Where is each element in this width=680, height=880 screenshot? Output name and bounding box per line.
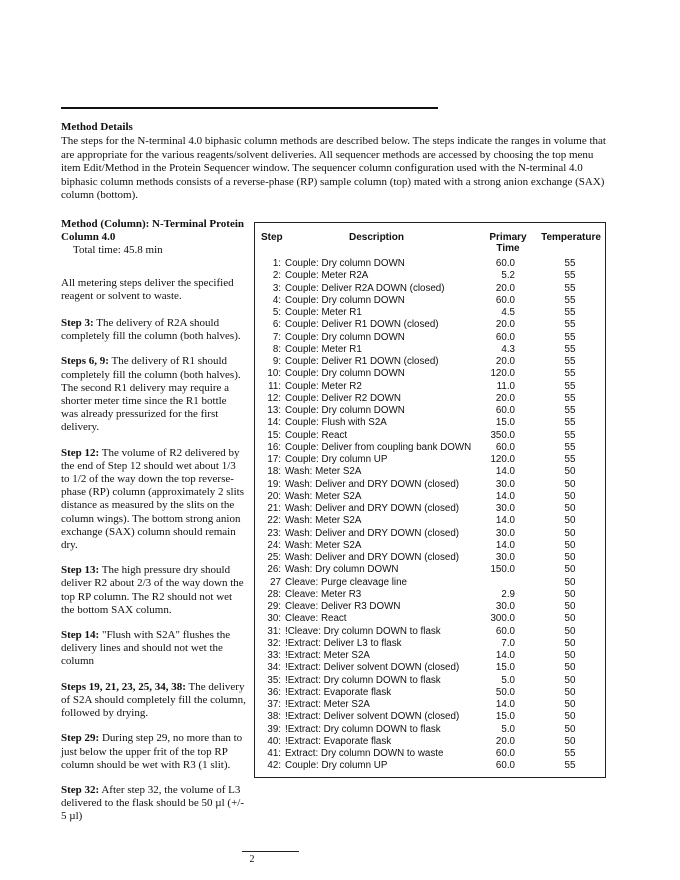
footer-rule: [242, 851, 299, 852]
step-cell: 34:: [267, 662, 281, 674]
step-note-label: Step 29:: [61, 732, 100, 745]
step-cell: 27: [270, 576, 281, 588]
table-row: [255, 760, 605, 772]
step-cell: 16:: [267, 441, 281, 453]
step-cell: 17:: [267, 454, 281, 465]
step-cell: 12:: [267, 392, 281, 404]
step-cell: 26:: [267, 564, 281, 576]
time-cell: 7.0: [501, 637, 515, 649]
table-row: [255, 393, 605, 405]
time-cell: 20.0: [495, 356, 515, 367]
table-row: [255, 417, 605, 429]
step-cell: 20:: [267, 490, 281, 502]
temperature-cell: 55: [564, 748, 576, 759]
description-cell: Couple: Dry column DOWN: [285, 294, 405, 306]
time-cell: 20.0: [495, 319, 515, 331]
section-title: Method Details: [61, 121, 133, 133]
step-note: [61, 317, 246, 343]
header-primary-time: Primary Time: [489, 232, 527, 254]
time-cell: 120.0: [490, 454, 515, 465]
step-cell: 8:: [272, 343, 281, 355]
step-cell: 23:: [267, 527, 281, 539]
description-cell: Couple: Dry column UP: [285, 454, 388, 465]
description-cell: Cleave: React: [285, 613, 347, 625]
table-row: [255, 662, 605, 674]
time-cell: 30.0: [495, 478, 515, 490]
intro-paragraph: The steps for the N-terminal 4.0 biphasic column methods are described below. The steps indicate the ranges in volume that are appropriate for the various reagents/solvent deliveries. All sequencer methods are accessed by choosing the top menu item Edit/Method in the Protein Sequencer window. The sequencer column configuration used with the N-terminal 4.0 biphasic column methods consists of a reverse-phase (RP) sample column (top) mated with a strong anion exchange (SAX) column (bottom).: [61, 135, 606, 202]
step-cell: 36:: [267, 686, 281, 698]
step-cell: 41:: [267, 748, 281, 759]
header-description: Description: [349, 232, 405, 243]
table-row: [255, 528, 605, 540]
table-header: [255, 232, 605, 256]
time-cell: 15.0: [495, 662, 515, 674]
header-step: Step: [261, 232, 283, 243]
time-cell: 14.0: [495, 466, 515, 478]
step-note-text: The volume of R2 delivered by the end of Step 12 should wet about 1/3 to 1/2 of the way down the top reverse-phase (RP) column (approximately 2 slits distance as measured by the slits on the column wings). The bottom strong anion exchange (SAX) column should remain dry.: [61, 446, 244, 552]
step-cell: 9:: [272, 356, 281, 367]
table-row: [255, 307, 605, 319]
time-cell: 11.0: [496, 380, 515, 392]
step-cell: 22:: [267, 515, 281, 527]
description-cell: Couple: Dry column DOWN: [285, 331, 405, 343]
table-row: [255, 454, 605, 466]
table-row: [255, 319, 605, 331]
time-cell: 15.0: [495, 417, 515, 429]
description-cell: Couple: Meter R2A: [285, 270, 369, 282]
description-cell: !Extract: Deliver L3 to flask: [285, 637, 402, 649]
step-cell: 38:: [267, 711, 281, 723]
time-cell: 5.0: [501, 674, 515, 686]
step-note-label: Steps 19, 21, 23, 25, 34, 38:: [61, 680, 186, 693]
time-cell: 50.0: [495, 686, 515, 698]
table-row: [255, 564, 605, 576]
description-cell: !Extract: Deliver solvent DOWN (closed): [285, 662, 460, 674]
step-note: [61, 732, 246, 772]
total-time: Total time: 45.8 min: [73, 244, 163, 257]
temperature-cell: 50: [564, 490, 576, 502]
description-cell: Wash: Meter S2A: [285, 490, 362, 502]
description-cell: !Extract: Meter S2A: [285, 650, 370, 661]
step-note: [61, 629, 246, 669]
step-note: [61, 564, 246, 617]
table-row: [255, 736, 605, 748]
time-cell: 5.2: [501, 270, 515, 282]
table-row: [255, 283, 605, 295]
table-row: [255, 405, 605, 417]
table-row: [255, 515, 605, 527]
time-cell: 5.0: [501, 723, 515, 735]
step-cell: 42:: [267, 760, 281, 772]
temperature-cell: 50: [564, 613, 576, 625]
time-cell: 14.0: [495, 490, 515, 502]
time-cell: 120.0: [490, 368, 515, 380]
table-row: [255, 442, 605, 454]
step-note-text: The delivery of S2A should completely fill the column, followed by drying.: [61, 680, 246, 720]
table-row: [255, 589, 605, 601]
step-cell: 33:: [267, 650, 281, 661]
time-cell: 14.0: [495, 699, 515, 710]
header-rule: [61, 107, 438, 109]
table-row: [255, 748, 605, 760]
step-note-label: Step 13:: [61, 564, 100, 577]
table-row: [255, 613, 605, 625]
temperature-cell: 50: [564, 674, 576, 686]
time-cell: 20.0: [495, 392, 515, 404]
step-cell: 18:: [267, 466, 281, 478]
description-cell: Wash: Deliver and DRY DOWN (closed): [285, 503, 460, 514]
description-cell: !Extract: Deliver solvent DOWN (closed): [285, 711, 460, 723]
time-cell: 2.9: [501, 588, 515, 600]
step-cell: 5:: [272, 307, 281, 318]
temperature-cell: 50: [564, 699, 576, 710]
table-row: [255, 344, 605, 356]
description-cell: Couple: Deliver R1 DOWN (closed): [285, 356, 439, 367]
description-cell: Wash: Deliver and DRY DOWN (closed): [285, 527, 460, 539]
temperature-cell: 50: [564, 503, 576, 514]
step-cell: 31:: [267, 625, 281, 637]
step-cell: 3:: [272, 282, 281, 294]
description-cell: Couple: Meter R1: [285, 307, 362, 318]
step-cell: 35:: [267, 674, 281, 686]
step-cell: 25:: [267, 552, 281, 563]
time-cell: 60.0: [495, 331, 515, 343]
description-cell: Couple: Deliver R1 DOWN (closed): [285, 319, 439, 331]
step-cell: 15:: [267, 429, 281, 441]
step-note-label: Step 32:: [61, 783, 100, 796]
time-cell: 30.0: [495, 601, 515, 612]
time-cell: 20.0: [495, 735, 515, 747]
table-row: [255, 699, 605, 711]
sidebar-notes: [61, 218, 246, 836]
table-row: [255, 295, 605, 307]
temperature-cell: 55: [564, 441, 576, 453]
step-cell: 21:: [267, 503, 281, 514]
temperature-cell: 50: [564, 564, 576, 576]
temperature-cell: 50: [564, 515, 576, 527]
table-row: [255, 270, 605, 282]
description-cell: Wash: Meter S2A: [285, 466, 362, 478]
time-cell: 30.0: [495, 527, 515, 539]
description-cell: Wash: Deliver and DRY DOWN (closed): [285, 552, 460, 563]
step-note-label: Steps 6, 9:: [61, 355, 109, 368]
temperature-cell: 55: [564, 319, 576, 331]
table-row: [255, 675, 605, 687]
step-note-label: Step 3:: [61, 317, 94, 330]
metering-note: All metering steps deliver the specified reagent or solvent to waste.: [61, 276, 234, 302]
step-cell: 40:: [267, 735, 281, 747]
temperature-cell: 55: [564, 356, 576, 367]
step-cell: 32:: [267, 637, 281, 649]
temperature-cell: 50: [564, 711, 576, 723]
step-cell: 14:: [267, 417, 281, 429]
step-cell: 29:: [267, 601, 281, 612]
time-cell: 4.3: [501, 343, 515, 355]
temperature-cell: 55: [564, 258, 576, 269]
description-cell: Couple: Deliver R2 DOWN: [285, 392, 401, 404]
temperature-cell: 50: [564, 466, 576, 478]
table-row: [255, 601, 605, 613]
description-cell: Couple: Dry column UP: [285, 760, 388, 772]
description-cell: Couple: Dry column DOWN: [285, 368, 405, 380]
temperature-cell: 50: [564, 576, 576, 588]
table-row: [255, 356, 605, 368]
time-cell: 20.0: [495, 282, 515, 294]
temperature-cell: 50: [564, 723, 576, 735]
time-cell: 14.0: [495, 515, 515, 527]
table-row: [255, 552, 605, 564]
table-row: [255, 258, 605, 270]
description-cell: Couple: Dry column DOWN: [285, 258, 405, 269]
description-cell: Wash: Dry column DOWN: [285, 564, 399, 576]
step-note-text: The delivery of R2A should completely fill the column (both halves).: [61, 317, 241, 343]
description-cell: Couple: Dry column DOWN: [285, 405, 405, 416]
temperature-cell: 50: [564, 662, 576, 674]
table-row: [255, 491, 605, 503]
temperature-cell: 50: [564, 650, 576, 661]
description-cell: Cleave: Deliver R3 DOWN: [285, 601, 401, 612]
step-cell: 30:: [267, 613, 281, 625]
time-cell: 60.0: [495, 441, 515, 453]
step-cell: 4:: [272, 294, 281, 306]
description-cell: Couple: Deliver from coupling bank DOWN: [285, 441, 472, 453]
temperature-cell: 50: [564, 735, 576, 747]
step-note: [61, 355, 246, 434]
step-cell: 7:: [272, 331, 281, 343]
temperature-cell: 55: [564, 380, 576, 392]
description-cell: Extract: Dry column DOWN to waste: [285, 748, 444, 759]
description-cell: !Extract: Dry column DOWN to flask: [285, 674, 441, 686]
table-row: [255, 638, 605, 650]
time-cell: 4.5: [501, 307, 515, 318]
step-cell: 6:: [272, 319, 281, 331]
step-note-text: After step 32, the volume of L3 delivered to the flask should be 50 µl (+/- 5 µl): [61, 783, 244, 823]
time-cell: 350.0: [490, 429, 515, 441]
table-row: [255, 430, 605, 442]
table-row: [255, 687, 605, 699]
time-cell: 60.0: [495, 294, 515, 306]
table-row: [255, 577, 605, 589]
temperature-cell: 55: [564, 392, 576, 404]
step-cell: 1:: [272, 258, 281, 269]
description-cell: Couple: React: [285, 429, 348, 441]
step-cell: 39:: [267, 723, 281, 735]
table-row: [255, 540, 605, 552]
step-note-label: Step 14:: [61, 629, 100, 642]
header-temperature: Temperature: [541, 232, 601, 243]
step-note-text: The high pressure dry should deliver R2 about 2/3 of the way down the top RP column. The R2 should not wet the bottom SAX column.: [61, 564, 244, 616]
temperature-cell: 55: [564, 282, 576, 294]
description-cell: !Cleave: Dry column DOWN to flask: [285, 625, 441, 637]
step-cell: 37:: [267, 699, 281, 710]
time-cell: 14.0: [495, 539, 515, 551]
time-cell: 60.0: [495, 748, 515, 759]
description-cell: Couple: Flush with S2A: [285, 417, 387, 429]
description-cell: !Extract: Dry column DOWN to flask: [285, 723, 441, 735]
table-row: [255, 381, 605, 393]
page-number: 2: [249, 854, 255, 865]
table-row: [255, 368, 605, 380]
step-cell: 10:: [267, 368, 281, 380]
temperature-cell: 55: [564, 429, 576, 441]
table-row: [255, 503, 605, 515]
temperature-cell: 50: [564, 601, 576, 612]
temperature-cell: 55: [564, 343, 576, 355]
temperature-cell: 50: [564, 686, 576, 698]
step-notes: [61, 317, 246, 824]
time-cell: 60.0: [495, 258, 515, 269]
description-cell: !Extract: Evaporate flask: [285, 686, 392, 698]
temperature-cell: 50: [564, 625, 576, 637]
time-cell: 60.0: [495, 405, 515, 416]
step-note: [61, 447, 246, 553]
table-row: [255, 466, 605, 478]
temperature-cell: 55: [564, 331, 576, 343]
method-title: Method (Column): N-Terminal Protein Column 4.0: [61, 218, 245, 244]
table-row: [255, 650, 605, 662]
time-cell: 14.0: [495, 650, 515, 661]
step-cell: 11:: [268, 380, 281, 392]
table-row: [255, 626, 605, 638]
step-cell: 24:: [267, 539, 281, 551]
temperature-cell: 55: [564, 760, 576, 772]
temperature-cell: 55: [564, 454, 576, 465]
temperature-cell: 50: [564, 552, 576, 563]
description-cell: !Extract: Evaporate flask: [285, 735, 392, 747]
step-cell: 2:: [272, 270, 281, 282]
temperature-cell: 50: [564, 588, 576, 600]
description-cell: !Extract: Meter S2A: [285, 699, 370, 710]
temperature-cell: 50: [564, 478, 576, 490]
temperature-cell: 50: [564, 527, 576, 539]
description-cell: Wash: Meter S2A: [285, 539, 362, 551]
method-table: [254, 222, 606, 778]
temperature-cell: 50: [564, 539, 576, 551]
temperature-cell: 55: [564, 294, 576, 306]
description-cell: Wash: Deliver and DRY DOWN (closed): [285, 478, 460, 490]
description-cell: Cleave: Meter R3: [285, 588, 362, 600]
table-body: [255, 258, 605, 773]
time-cell: 30.0: [495, 552, 515, 563]
temperature-cell: 55: [564, 405, 576, 416]
description-cell: Cleave: Purge cleavage line: [285, 576, 407, 588]
step-note-text: "Flush with S2A" flushes the delivery lines and should not wet the column: [61, 629, 231, 668]
step-cell: 19:: [267, 478, 281, 490]
time-cell: 300.0: [490, 613, 515, 625]
temperature-cell: 55: [564, 307, 576, 318]
table-row: [255, 724, 605, 736]
time-cell: 30.0: [495, 503, 515, 514]
step-note-text: During step 29, no more than to just below the upper frit of the top RP column should be wet with R3 (1 slit).: [61, 732, 243, 771]
temperature-cell: 55: [564, 368, 576, 380]
step-note-text: The delivery of R1 should completely fill the column (both halves). The second R1 delivery may require a shorter meter time since the R1 bottle was already pressurized for the first delivery.: [61, 355, 241, 434]
description-cell: Couple: Meter R2: [285, 380, 362, 392]
table-row: [255, 711, 605, 723]
table-row: [255, 479, 605, 491]
temperature-cell: 55: [564, 270, 576, 282]
table-row: [255, 332, 605, 344]
step-note: [61, 784, 246, 824]
temperature-cell: 55: [564, 417, 576, 429]
time-cell: 150.0: [490, 564, 515, 576]
time-cell: 60.0: [495, 625, 515, 637]
time-cell: 60.0: [495, 760, 515, 772]
step-cell: 13:: [267, 405, 281, 416]
description-cell: Couple: Meter R1: [285, 343, 362, 355]
description-cell: Couple: Deliver R2A DOWN (closed): [285, 282, 445, 294]
description-cell: Wash: Meter S2A: [285, 515, 362, 527]
step-cell: 28:: [267, 588, 281, 600]
step-note-label: Step 12:: [61, 446, 100, 459]
temperature-cell: 50: [564, 637, 576, 649]
time-cell: 15.0: [495, 711, 515, 723]
step-note: [61, 681, 246, 721]
